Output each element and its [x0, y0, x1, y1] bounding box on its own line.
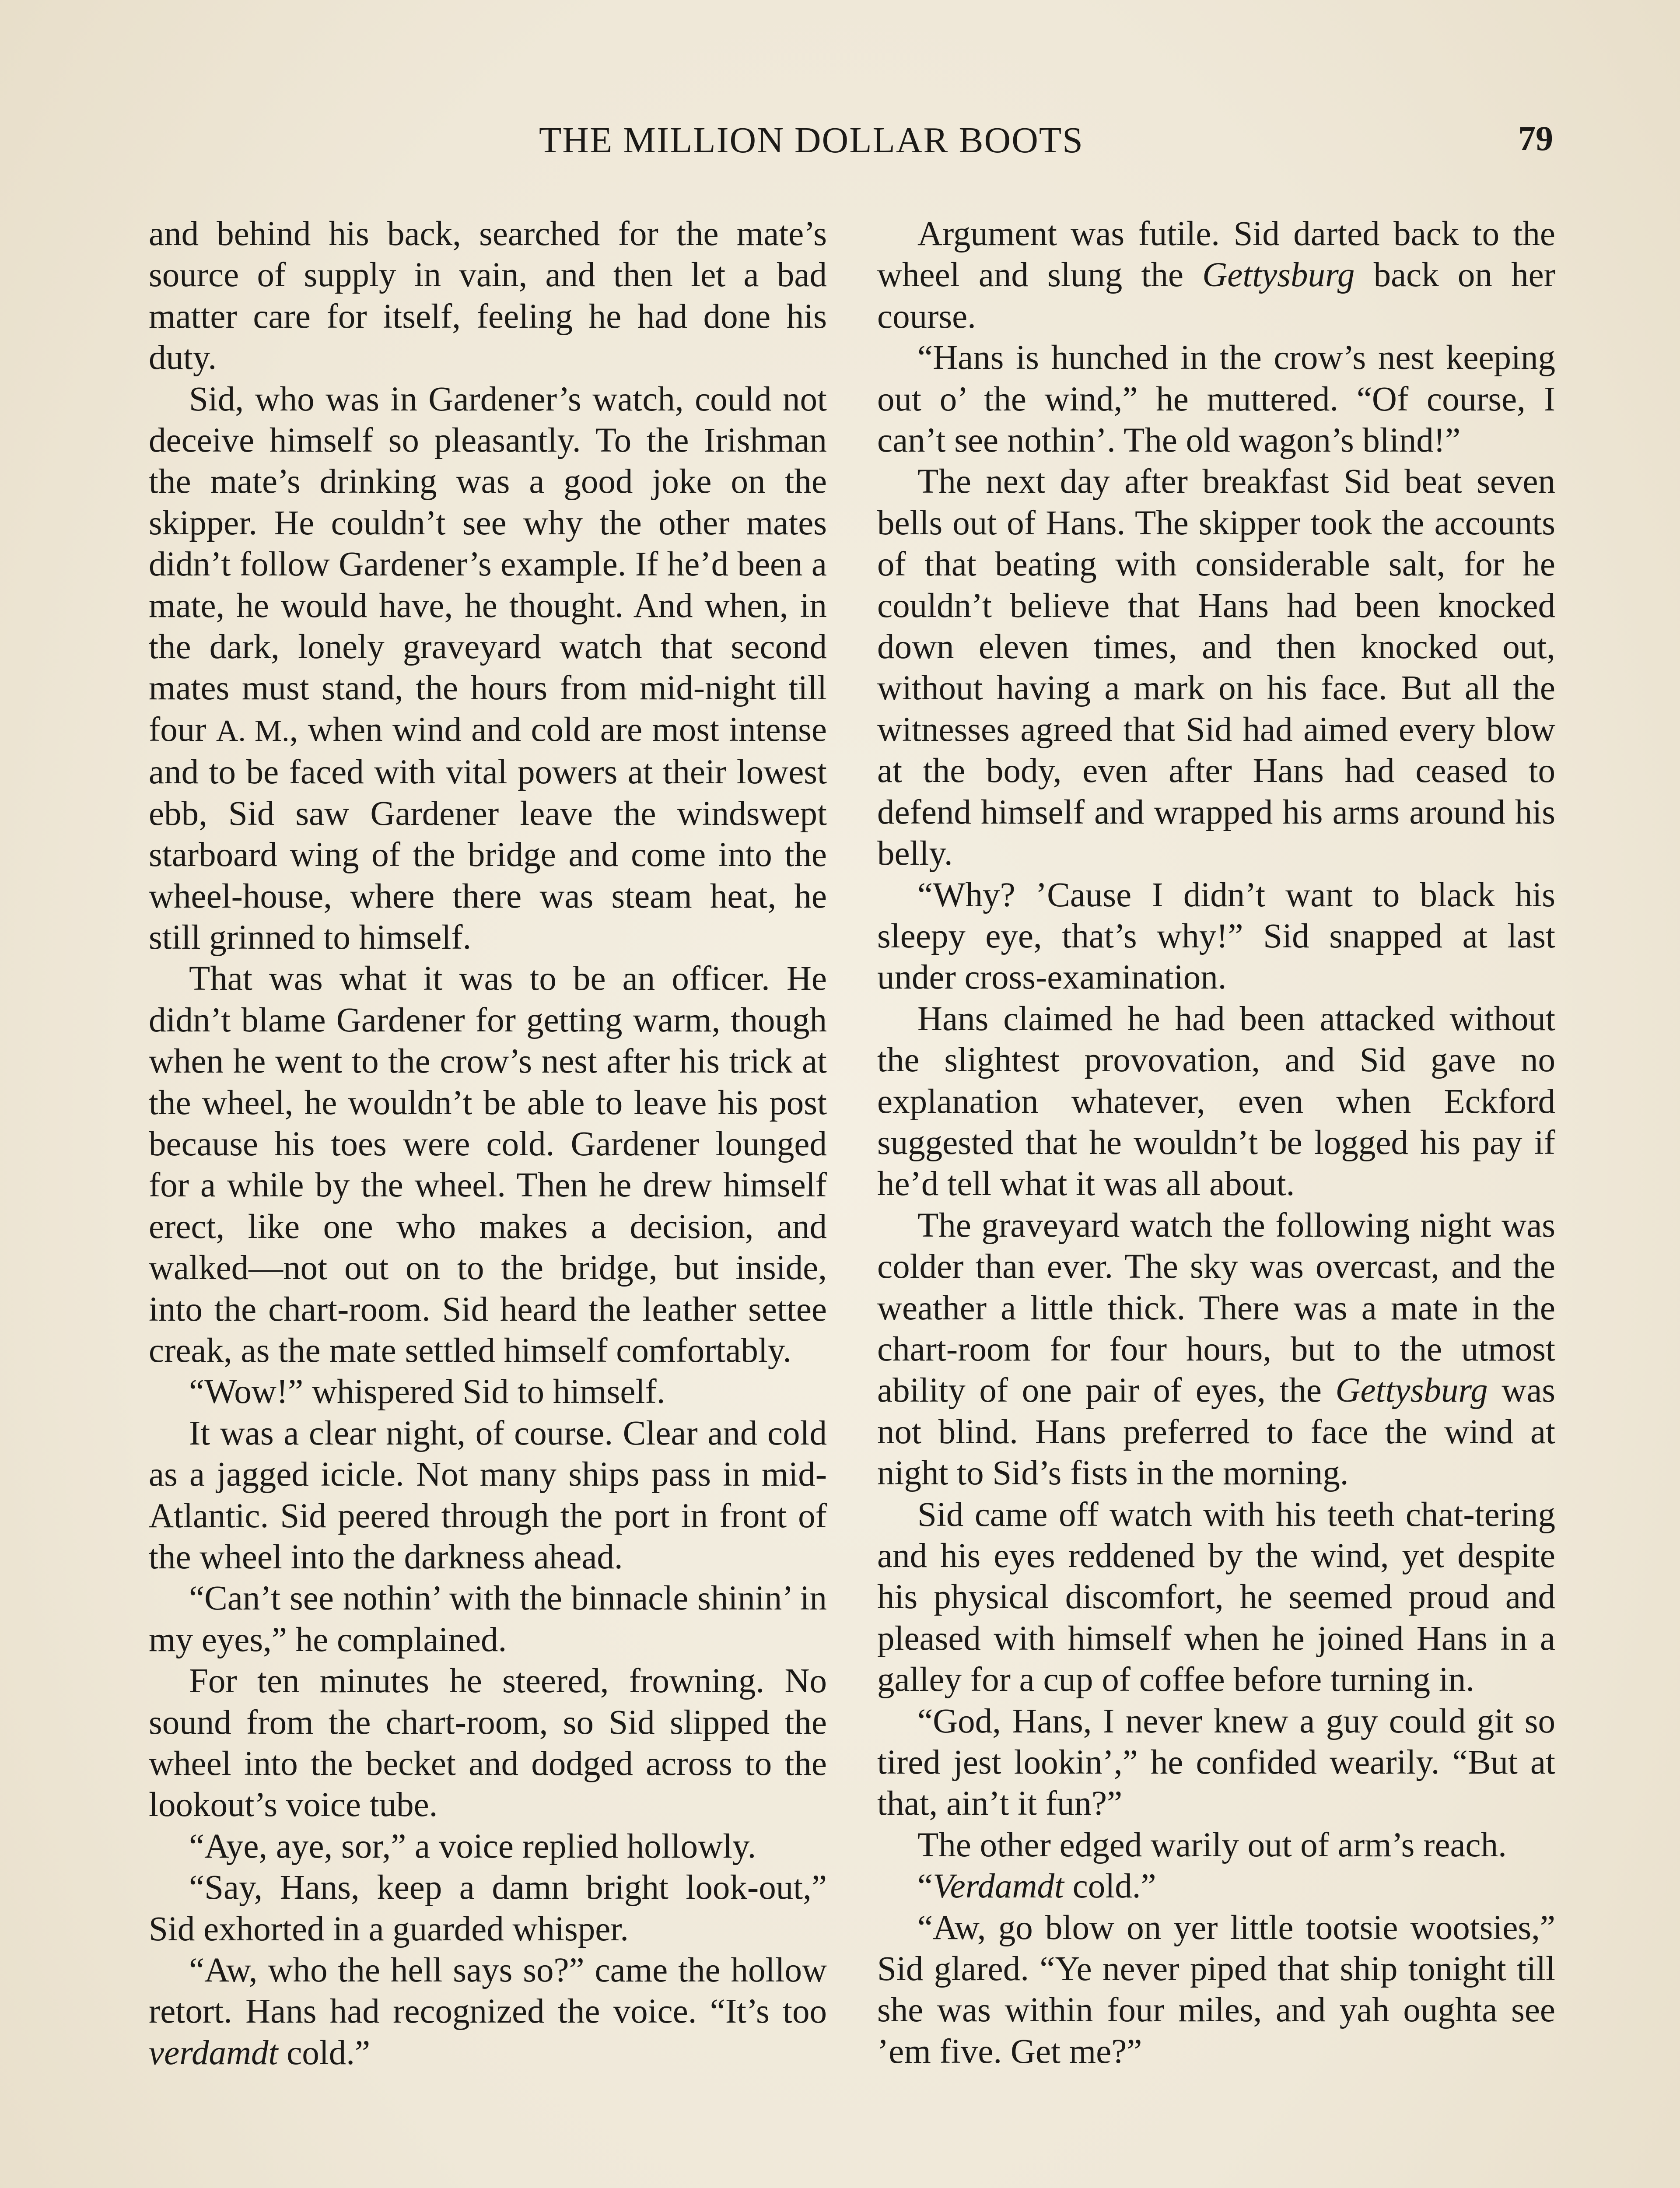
text-run: “Aw, go blow on yer little tootsie wootsies,” Sid glared. “Ye never piped that ship tonight till she was within four miles, and yah oughta see ’em five. Get me?” — [877, 1908, 1555, 2071]
paragraph — [877, 1205, 1555, 1494]
italic-text: verdamdt — [149, 2034, 278, 2072]
left-text-column — [149, 214, 827, 2074]
text-run: “Hans is hunched in the crow’s nest keeping out o’ the wind,” he muttered. “Of course, I can’t see nothin’. The old wagon’s blind!” — [877, 339, 1555, 460]
paragraph — [877, 999, 1555, 1205]
text-run: “Can’t see nothin’ with the binnacle shinin’ in my eyes,” he complained. — [149, 1579, 827, 1659]
text-run: Argument was futile. Sid darted back to the wheel and slung the — [877, 215, 1555, 295]
text-run: “ — [917, 1867, 933, 1906]
text-run: “God, Hans, I never knew a guy could git so tired jest lookin’,” he confided wearily. “But at that, ain’t it fun?” — [877, 1702, 1555, 1823]
paragraph — [877, 1866, 1555, 1907]
text-run: “Aye, aye, sor,” a voice replied hollowly. — [189, 1827, 756, 1865]
text-run: It was a clear night, of course. Clear and cold as a jagged icicle. Not many ships pass in mid-Atlantic. Sid peered through the port in front of the wheel into the darkness ahead. — [149, 1414, 827, 1576]
paragraph — [149, 1950, 827, 2074]
text-run: Sid, who was in Gardener’s watch, could not deceive himself so pleasantly. To the Irishman the mate’s drinking was a good joke on the skipper. He couldn’t see why the other mates didn’t follow Gardener’s example. If he’d been a mate, he would have, he thought. And when, in the dark, lonely graveyard watch that second mates must stand, the hours from mid-night till four — [149, 380, 827, 749]
paragraph — [149, 1826, 827, 1867]
text-run: cold.” — [278, 2034, 371, 2072]
paragraph — [877, 1701, 1555, 1825]
paragraph — [877, 1494, 1555, 1701]
text-run: was not blind. Hans preferred to face the wind at night to Sid’s fists in the morning. — [877, 1371, 1555, 1493]
page-number: 79 — [1518, 119, 1553, 158]
paragraph — [149, 214, 827, 379]
text-run: That was what it was to be an officer. He didn’t blame Gardener for getting warm, though when he went to the crow’s nest after his trick at the wheel, he wouldn’t be able to leave his post because his toes were cold. Gardener lounged for a while by the wheel. Then he drew himself erect, like one who makes a decision, and walked—not out on to the bridge, but inside, into the chart-room. Sid heard the leather settee creak, as the mate settled himself comfortably. — [149, 960, 827, 1370]
italic-text: Gettysburg — [1335, 1371, 1488, 1410]
paragraph — [877, 337, 1555, 461]
text-run: The next day after breakfast Sid beat seven bells out of Hans. The skipper took the accounts of that beating with considerable salt, for he couldn’t believe that Hans had been knocked down eleven times, and then knocked out, without having a mark on his face. But all the witnesses agreed that Sid had aimed every blow at the body, even after Hans had ceased to defend himself and wrapped his arms around his belly. — [877, 463, 1555, 873]
text-run: Sid came off watch with his teeth chat-tering and his eyes reddened by the wind, yet despite his physical discomfort, he seemed proud and pleased with himself when he joined Hans in a galley for a cup of coffee before turning in. — [877, 1495, 1555, 1699]
text-run: For ten minutes he steered, frowning. No sound from the chart-room, so Sid slipped the wheel into the becket and dodged across to the lookout’s voice tube. — [149, 1662, 827, 1824]
text-run: cold.” — [1064, 1867, 1156, 1906]
paragraph — [149, 1371, 827, 1413]
text-run: The graveyard watch the following night was colder than ever. The sky was overcast, and the weather a little thick. There was a mate in the chart-room for four hours, but to the utmost ability of one pair of eyes, the — [877, 1206, 1555, 1410]
paragraph — [877, 1825, 1555, 1866]
italic-text: Verdamdt — [933, 1867, 1064, 1906]
paragraph — [149, 1413, 827, 1578]
text-run: “Wow!” whispered Sid to himself. — [189, 1373, 665, 1411]
paragraph — [877, 461, 1555, 874]
paragraph — [877, 1907, 1555, 2073]
small-caps-text: A. M. — [216, 714, 290, 748]
text-run: The other edged warily out of arm’s reach. — [917, 1826, 1507, 1864]
running-title: THE MILLION DOLLAR BOOTS — [539, 120, 1084, 161]
paragraph — [149, 379, 827, 959]
paragraph — [877, 214, 1555, 337]
paragraph — [149, 958, 827, 1371]
paragraph — [149, 1661, 827, 1826]
text-run: and behind his back, searched for the mate’s source of supply in vain, and then let a bad matter care for itself, feeling he had done his duty. — [149, 215, 827, 377]
text-run: , when wind and cold are most intense and to be faced with vital powers at their lowest ebb, Sid saw Gardener leave the windswept starboard wing of the bridge and come into the wheel-house, where there was steam heat, he still grinned to himself. — [149, 710, 827, 957]
text-run: “Say, Hans, keep a damn bright look-out,” Sid exhorted in a guarded whisper. — [149, 1869, 827, 1948]
right-text-column — [877, 214, 1555, 2072]
paragraph — [149, 1578, 827, 1661]
text-run: “Aw, who the hell says so?” came the hollow retort. Hans had recognized the voice. “It’s too — [149, 1951, 827, 2031]
text-run: Hans claimed he had been attacked without the slightest provovation, and Sid gave no explanation whatever, even when Eckford suggested that he wouldn’t be logged his pay if he’d tell what it was all about. — [877, 999, 1555, 1203]
text-run: “Why? ’Cause I didn’t want to black his sleepy eye, that’s why!” Sid snapped at last under cross-examination. — [877, 876, 1555, 997]
text-run: back on her course. — [877, 256, 1555, 336]
italic-text: Gettysburg — [1202, 256, 1355, 295]
paragraph — [877, 875, 1555, 999]
paragraph — [149, 1867, 827, 1950]
